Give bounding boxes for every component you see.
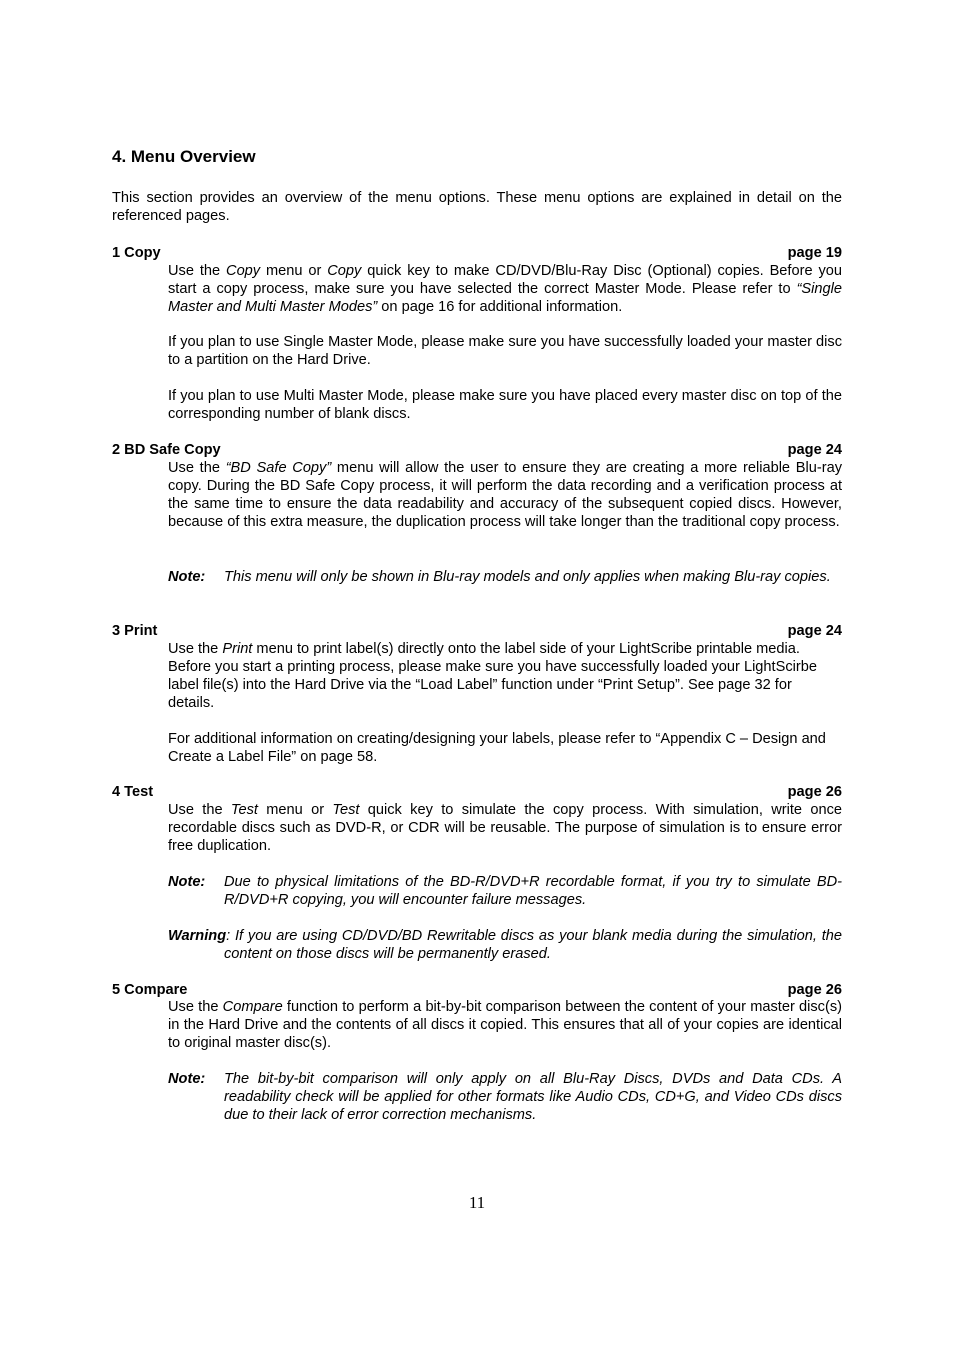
print-additional-info: For additional information on creating/designing your labels, please refer to “Appendix C – Design and Create a Label File” on page 58. [168, 731, 826, 765]
page-reference: page 24 [787, 623, 842, 639]
section-title: 5 Compare [112, 982, 188, 998]
note-label: Note: [168, 569, 206, 585]
page-reference: page 26 [787, 784, 842, 800]
section-title: 4 Test [112, 784, 154, 800]
page-reference: page 24 [787, 442, 842, 458]
page-title: 4. Menu Overview [112, 147, 256, 166]
warning-text: : If you are using CD/DVD/BD Rewritable discs as your blank media during the simulation, the content on those discs will be permanently erased. [224, 928, 842, 962]
test-note [168, 873, 842, 909]
section-title: 1 Copy [112, 245, 161, 261]
note-label: Note: [168, 1071, 206, 1087]
test-description: Use the Test menu or Test quick key to simulate the copy process. With simulation, write once recordable discs such as DVD-R, or CDR will be reusable. The purpose of simulation is to ensure error free duplication. [168, 802, 842, 854]
section-heading-compare [112, 981, 842, 999]
section-heading-test [112, 783, 842, 801]
note-text: This menu will only be shown in Blu-ray models and only applies when making Blu-ray copies. [224, 569, 831, 585]
print-description: Use the Print menu to print label(s) directly onto the label side of your LightScribe printable media. Before you start a printing process, please make sure you have successfully loaded your LightScirbe label file(s) into the Hard Drive via the “Load Label” function under “Print Setup”. See page 32 for details. [168, 641, 817, 711]
compare-note [168, 1070, 842, 1124]
warning-label: Warning [168, 928, 227, 944]
page-number: 11 [468, 1193, 486, 1212]
section-title: 3 Print [112, 623, 158, 639]
copy-single-master-paragraph: If you plan to use Single Master Mode, please make sure you have successfully loaded your master disc to a partition on the Hard Drive. [168, 334, 842, 368]
page-reference: page 19 [787, 245, 842, 261]
test-warning [168, 927, 842, 963]
compare-description: Use the Compare function to perform a bit-by-bit comparison between the content of your master disc(s) in the Hard Drive and the contents of all discs it copied. This ensures that all of your copies are identical to original master disc(s). [168, 999, 842, 1051]
section-heading-print [112, 622, 842, 640]
intro-paragraph: This section provides an overview of the menu options. These menu options are explained in detail on the referenced pages. [112, 190, 842, 224]
note-text: Due to physical limitations of the BD-R/DVD+R recordable format, if you try to simulate BD-R/DVD+R copying, you will encounter failure messages. [224, 874, 842, 908]
section-title: 2 BD Safe Copy [112, 442, 221, 458]
copy-description: Use the Copy menu or Copy quick key to make CD/DVD/Blu-Ray Disc (Optional) copies. Before you start a copy process, make sure you have selected the correct Master Mode. Please refer to “Single Master and Multi Master Modes” on page 16 for additional information. [168, 263, 842, 315]
section-heading-bd-safe-copy [112, 441, 842, 459]
page-reference: page 26 [787, 982, 842, 998]
bd-safe-copy-note [168, 568, 842, 586]
note-text: The bit-by-bit comparison will only apply on all Blu-Ray Discs, DVDs and Data CDs. A readability check will be applied for other formats like Audio CDs, CD+G, and Video CDs discs due to their lack of error correction mechanisms. [224, 1071, 842, 1123]
copy-multi-master-paragraph: If you plan to use Multi Master Mode, please make sure you have placed every master disc on top of the corresponding number of blank discs. [168, 388, 842, 422]
note-label: Note: [168, 874, 206, 890]
section-heading-copy [112, 244, 842, 262]
bd-safe-copy-description: Use the “BD Safe Copy” menu will allow the user to ensure they are creating a more reliable Blu-ray copy. During the BD Safe Copy process, it will perform the data recording and a verification process at the same time to ensure the data readability and accuracy of the subsequent copied discs. However, because of this extra measure, the duplication process will take longer than the traditional copy process. [168, 460, 842, 530]
